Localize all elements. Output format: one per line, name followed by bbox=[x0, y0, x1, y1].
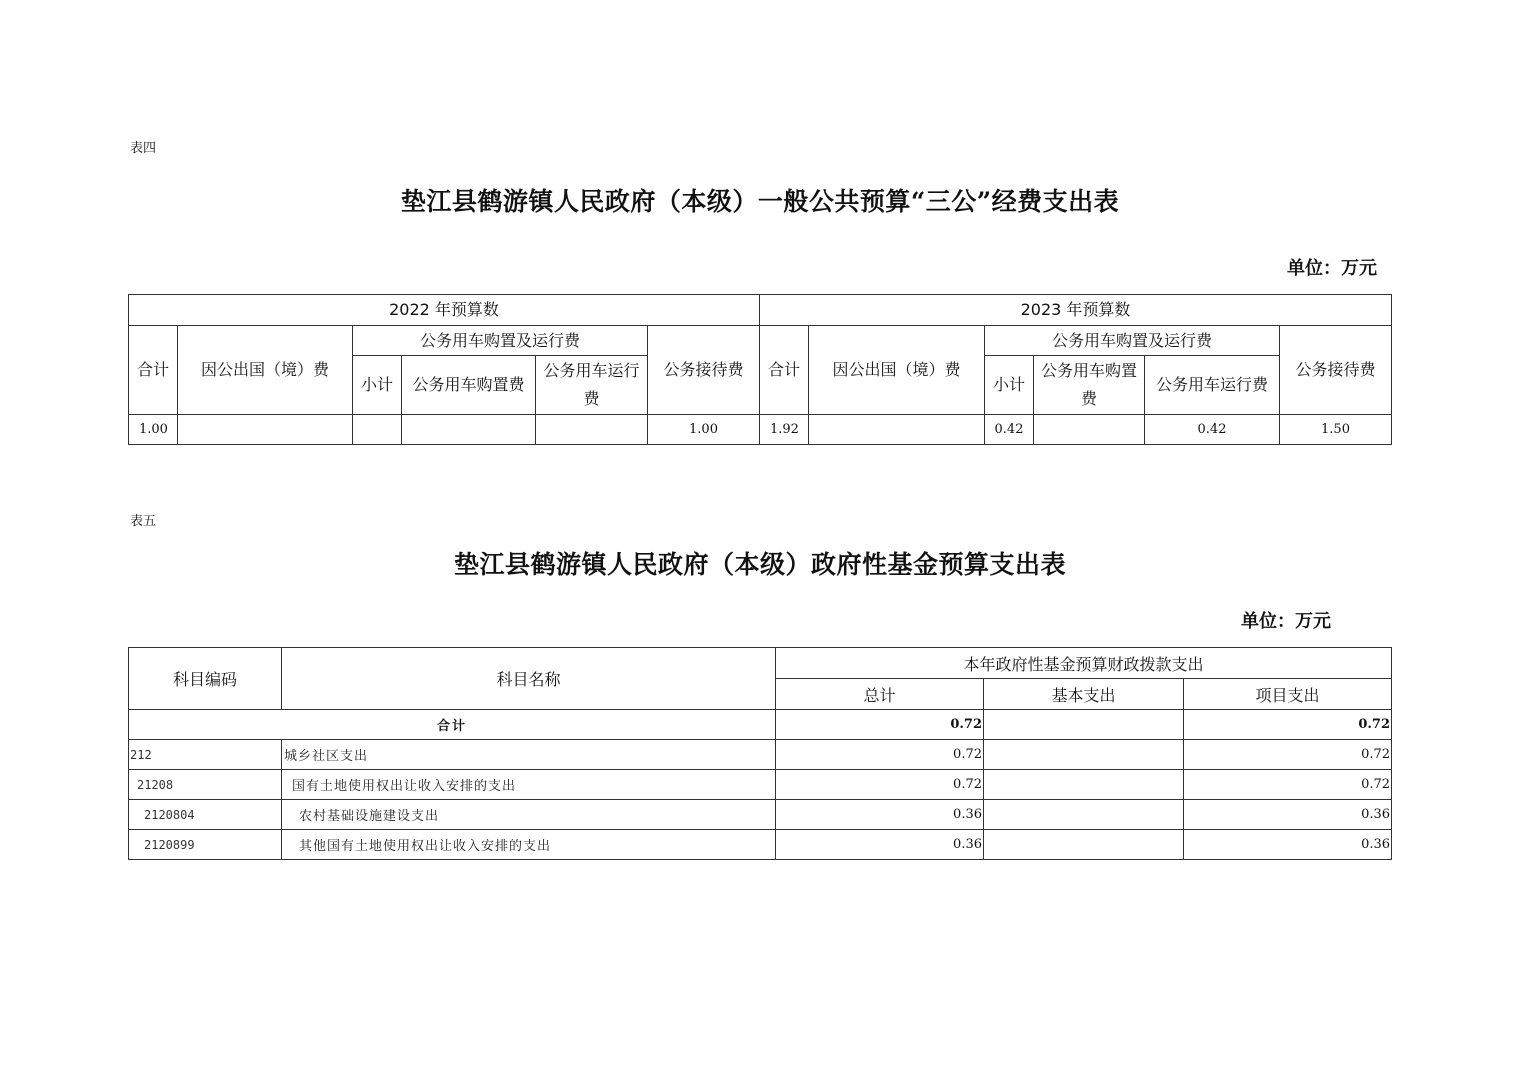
fund-group-header: 本年政府性基金预算财政拨款支出 bbox=[776, 648, 1392, 679]
table4-unit: 单位：万元 bbox=[1287, 258, 1377, 279]
table-row bbox=[129, 830, 1392, 860]
name-header: 科目名称 bbox=[282, 648, 776, 710]
row-name: 其他国有土地使用权出让收入安排的支出 bbox=[282, 830, 776, 860]
row-total: 0.36 bbox=[776, 800, 984, 830]
car-purchase-header-2023: 公务用车购置费 bbox=[1034, 356, 1145, 415]
abroad-header-2022: 因公出国（境）费 bbox=[178, 326, 353, 415]
car-operation-2023: 0.42 bbox=[1145, 415, 1280, 445]
row-basic bbox=[984, 740, 1184, 770]
code-header: 科目编码 bbox=[129, 648, 282, 710]
year-2022-header: 2022 年预算数 bbox=[129, 295, 760, 326]
table4-label: 表四 bbox=[130, 141, 157, 156]
car-group-header-2023: 公务用车购置及运行费 bbox=[985, 326, 1280, 356]
abroad-header-2023: 因公出国（境）费 bbox=[809, 326, 985, 415]
car-operation-2022 bbox=[536, 415, 648, 445]
row-code: 2120899 bbox=[129, 830, 282, 860]
year-2023-header: 2023 年预算数 bbox=[760, 295, 1392, 326]
car-group-header-2022: 公务用车购置及运行费 bbox=[353, 326, 648, 356]
table5-title: 垫江县鹤游镇人民政府（本级）政府性基金预算支出表 bbox=[453, 550, 1066, 579]
total-header-2022: 合计 bbox=[129, 326, 178, 415]
reception-2022: 1.00 bbox=[648, 415, 760, 445]
total-row-total: 0.72 bbox=[776, 710, 984, 740]
total-header-2023: 合计 bbox=[760, 326, 809, 415]
row-code: 21208 bbox=[129, 770, 282, 800]
row-code: 212 bbox=[129, 740, 282, 770]
reception-header-2022: 公务接待费 bbox=[648, 326, 760, 415]
total-header: 总计 bbox=[776, 679, 984, 710]
basic-header: 基本支出 bbox=[984, 679, 1184, 710]
total-row bbox=[129, 710, 1392, 740]
row-total: 0.72 bbox=[776, 740, 984, 770]
row-basic bbox=[984, 770, 1184, 800]
abroad-2022 bbox=[178, 415, 353, 445]
table-row bbox=[129, 740, 1392, 770]
subtotal-2022 bbox=[353, 415, 402, 445]
row-project: 0.36 bbox=[1184, 830, 1392, 860]
abroad-2023 bbox=[809, 415, 985, 445]
table5-unit: 单位：万元 bbox=[1241, 611, 1331, 632]
table-row bbox=[129, 770, 1392, 800]
row-project: 0.36 bbox=[1184, 800, 1392, 830]
subtotal-header-2023: 小计 bbox=[985, 356, 1034, 415]
table-row bbox=[129, 800, 1392, 830]
row-basic bbox=[984, 800, 1184, 830]
car-purchase-2022 bbox=[402, 415, 536, 445]
car-purchase-2023 bbox=[1034, 415, 1145, 445]
row-name: 国有土地使用权出让收入安排的支出 bbox=[282, 770, 776, 800]
subtotal-header-2022: 小计 bbox=[353, 356, 402, 415]
car-operation-header-2022: 公务用车运行费 bbox=[536, 356, 648, 415]
total-row-label: 合计 bbox=[129, 710, 776, 740]
total-row-basic bbox=[984, 710, 1184, 740]
row-project: 0.72 bbox=[1184, 740, 1392, 770]
car-operation-header-2023: 公务用车运行费 bbox=[1145, 356, 1280, 415]
car-purchase-header-2022: 公务用车购置费 bbox=[402, 356, 536, 415]
row-total: 0.72 bbox=[776, 770, 984, 800]
total-2022: 1.00 bbox=[129, 415, 178, 445]
government-fund-expense-table bbox=[128, 647, 1392, 860]
reception-header-2023: 公务接待费 bbox=[1280, 326, 1392, 415]
three-public-expense-table bbox=[128, 294, 1392, 445]
row-name: 农村基础设施建设支出 bbox=[282, 800, 776, 830]
table5-label: 表五 bbox=[130, 514, 157, 529]
table4-title: 垫江县鹤游镇人民政府（本级）一般公共预算“三公”经费支出表 bbox=[400, 187, 1120, 216]
row-code: 2120804 bbox=[129, 800, 282, 830]
table-row bbox=[129, 415, 1392, 445]
row-basic bbox=[984, 830, 1184, 860]
row-total: 0.36 bbox=[776, 830, 984, 860]
total-2023: 1.92 bbox=[760, 415, 809, 445]
row-project: 0.72 bbox=[1184, 770, 1392, 800]
reception-2023: 1.50 bbox=[1280, 415, 1392, 445]
subtotal-2023: 0.42 bbox=[985, 415, 1034, 445]
row-name: 城乡社区支出 bbox=[282, 740, 776, 770]
project-header: 项目支出 bbox=[1184, 679, 1392, 710]
total-row-project: 0.72 bbox=[1184, 710, 1392, 740]
